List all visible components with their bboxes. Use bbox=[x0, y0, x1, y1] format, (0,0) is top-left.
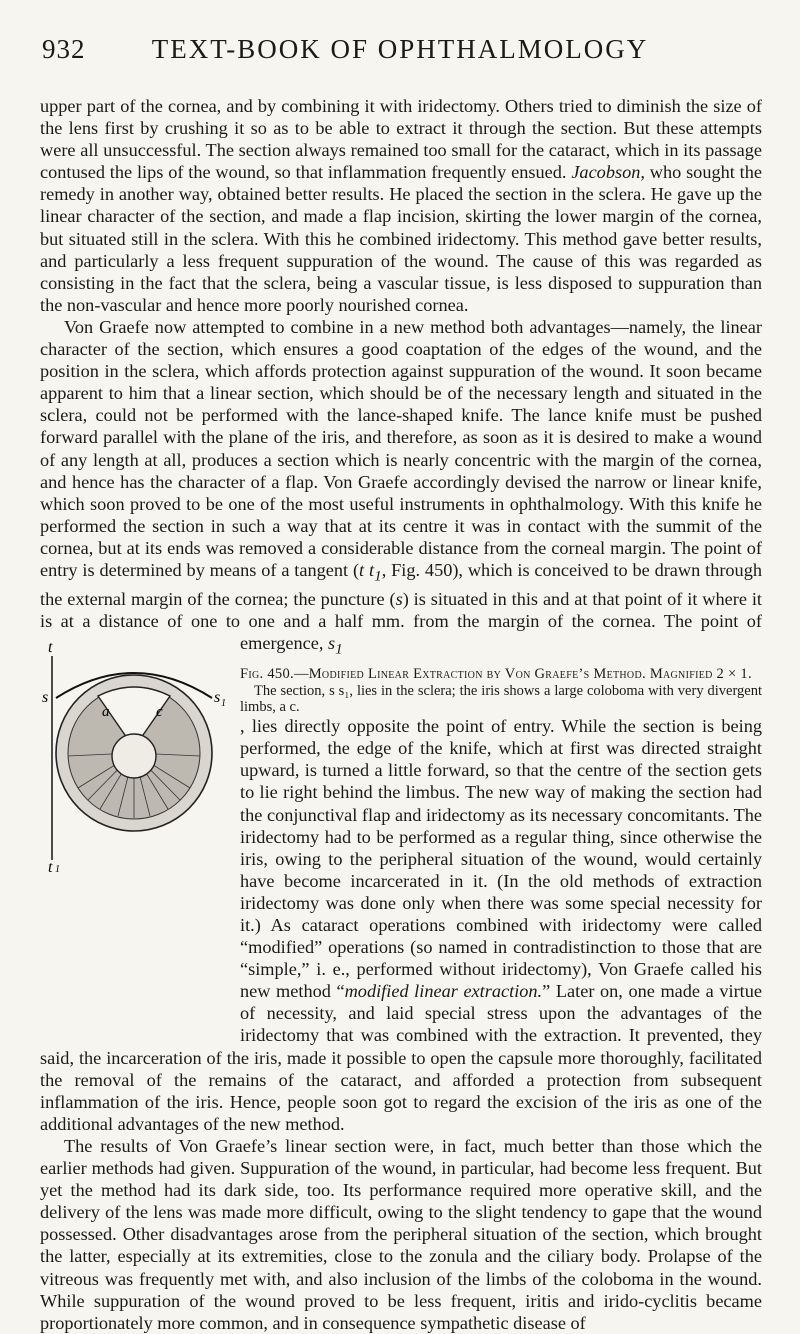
tangent-sub: 1 bbox=[374, 567, 382, 585]
paragraph-1 bbox=[40, 95, 762, 316]
text-run: who sought the remedy in another way, obtained better results. He placed the section in the sclera. He gave up the linear character of the section, and made a flap incision, skirting the lower margin of the cornea, but situated still in the sclera. With this he combined iridectomy. This method gave better results, and particularly a less frequent suppuration of the wound. The cause of this was regarded as consisting in the fact that the sclera, being a vascular tissue, is less disposed to suppuration than the non-vascular and hence more poorly nourished cornea. bbox=[40, 162, 762, 315]
label-s: s bbox=[42, 688, 49, 706]
eye-diagram bbox=[40, 638, 228, 873]
method-name: modified linear extraction. bbox=[344, 981, 543, 1002]
pupil bbox=[112, 734, 156, 778]
figure-450 bbox=[40, 638, 228, 1021]
text-run: upper part of the cornea, and by combining it with iridectomy. Others tried to diminish the size of the lens first by crushing it so as to be able to extract it through the section. But these attempts were all unsuccessful. The section always remained too small for the cataract, which in its passage contused the lips of the wound, so that inflammation frequently ensued. bbox=[40, 96, 762, 183]
text-run: , Fig. 450), which is conceived to be drawn through the external margin of the cornea; the puncture ( bbox=[40, 559, 762, 609]
text-run: Von Graefe now attempted to combine in a new method both advantages—namely, the linear character of the section, which ensures a good coaptation of the edges of the wound, and the position in the sclera, which affords protection against suppuration of the wound. It soon became apparent to him that a linear section, which should be of the necessary length and situated in the sclera, could not be performed with the lance-shaped knife. The lance knife must be pushed forward parallel with the plane of the iris, and therefore, as soon as it is desired to make a wound of any length at all, produces a section which is nearly concentric with the margin of the cornea, and hence has the character of a flap. Von Graefe accordingly devised the narrow or linear knife, which soon proved to be one of the most useful instruments in ophthalmology. With this knife he performed the section in such a way that at its centre it was in contact with the summit of the cornea, but at its ends was removed a considerable distance from the corneal margin. The point of entry is determined by means of a tangent ( bbox=[40, 316, 762, 580]
label-s1: s bbox=[214, 688, 221, 706]
label-a: a bbox=[102, 703, 110, 720]
emergence-text: s bbox=[327, 632, 336, 653]
tangent-label bbox=[359, 559, 382, 585]
figure-caption-body: The section, s s₁, lies in the sclera; the iris shows a large coloboma with very divergent limbs, a c. bbox=[240, 683, 762, 715]
figure-caption-title: Fig. 450.—Modified Linear Extraction by Von Graefe’s Method. Magnified 2 × 1. bbox=[240, 665, 752, 682]
running-title: TEXT-BOOK OF OPHTHALMOLOGY bbox=[151, 34, 649, 64]
author-name-jacobson: Jacobson, bbox=[571, 162, 645, 183]
label-t: t bbox=[48, 638, 53, 656]
label-t1-sub: 1 bbox=[55, 863, 60, 873]
text-run: ) is situated in this and at that point of it where it is at a distance of one to one and a half mm. from the margin of the cornea. The point of emergence, bbox=[40, 588, 763, 653]
page-number: 932 bbox=[42, 34, 86, 64]
puncture-label: s bbox=[395, 588, 403, 609]
paragraph-3: The results of Von Graefe’s linear section were, in fact, much better than those which the earlier methods had given. Suppuration of the wound, in particular, had become less frequent. But yet the method had its dark side, too. Its performance required more operative skill, and the delivery of the lens was made more difficult, owing to the slight tendency to gape that the wound possessed. Other disadvantages arose from the peripheral situation of the section, which brought the latter, especially at its extremities, close to the zonula and the ciliary body. Prolapse of the vitreous was frequently met with, and also inclusion of the limbs of the coloboma in the wound. While suppuration of the wound proved to be less frequent, iritis and irido-cyclitis became proportionately more common, and in consequence sympathetic disease of bbox=[40, 1135, 762, 1333]
emergence-sub: 1 bbox=[335, 640, 343, 658]
page-header bbox=[40, 34, 760, 70]
body-text bbox=[40, 95, 762, 1334]
label-t1: t bbox=[48, 858, 53, 873]
label-c: c bbox=[156, 703, 163, 720]
text-run: , lies directly opposite the point of entry. While the section is being performed, the edge of the knife, which at first was directed straight upward, is turned a little forward, so that the centre of the section gets to lie right behind the limbus. The new way of making the section had the conjunctival flap and iridectomy as its necessary concomitants. The iridectomy had to be performed as a regular thing, since otherwise the iris, owing to the peripheral situation of the wound, would certainly have become incarcerated in it. (In the old methods of extraction iridectomy was done only when there was some special necessity for it.) As cataract operations combined with iridectomy were called “modified” operations (so named in contradistinction to those that are “simple,” i. e., performed without iridectomy), Von Graefe called his new method “ bbox=[240, 716, 762, 1002]
label-s1-sub: 1 bbox=[221, 697, 226, 709]
text-run: ” Later on, one made a virtue of necessity, and laid special stress upon the advantages of the iridectomy that was combined with the extraction. It prevented, they said, the incarceration of the iris, made it possible to open the capsule more thoroughly, facilitated the removal of the remains of the cataract, and afforded a protection from subsequent inflammation of the iris. Hence, people soon got to regard the excision of the iris as one of the additional advantages of the new method. bbox=[40, 981, 762, 1134]
tangent-text: t t bbox=[359, 559, 375, 580]
emergence-label bbox=[327, 632, 343, 658]
